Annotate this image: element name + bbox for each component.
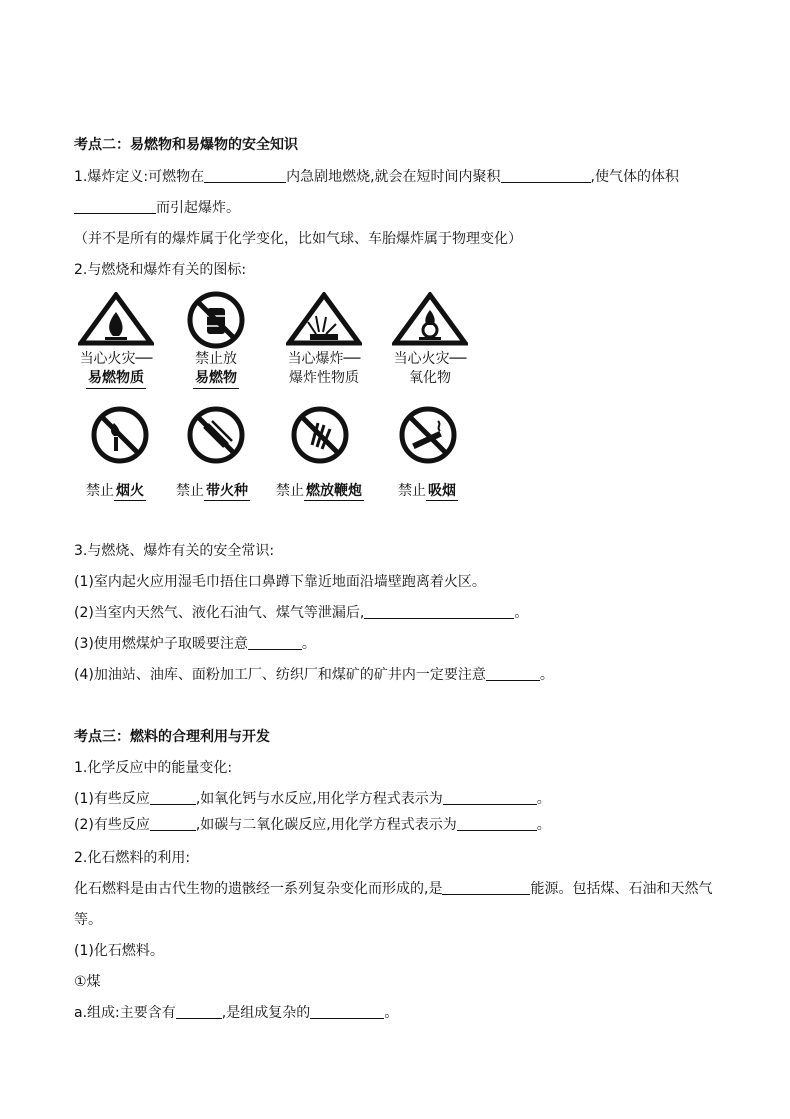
blank[interactable] xyxy=(310,1004,384,1019)
no-flammable-icon xyxy=(186,290,246,350)
sign-caption: 禁止 烟火 xyxy=(86,480,146,501)
blank[interactable] xyxy=(442,880,530,895)
q3-2: (2)当室内天然气、液化石油气、煤气等泄漏后, 。 xyxy=(74,605,529,621)
s3-q1: 1.化学反应中的能量变化: xyxy=(74,760,233,776)
s3-s1: (1)化石燃料。 xyxy=(74,943,164,959)
s3-q1-1: (1)有些反应 ,如氧化钙与水反应,用化学方程式表示为 。 xyxy=(74,791,551,807)
q3-1: (1)室内起火应用湿毛巾捂住口鼻蹲下靠近地面沿墙壁跑离着火区。 xyxy=(74,574,486,590)
blank[interactable] xyxy=(457,816,537,831)
warning-oxidizer-icon xyxy=(392,292,468,346)
blank[interactable] xyxy=(74,199,156,214)
sign-caption: 禁止 燃放鞭炮 xyxy=(276,480,364,501)
q1-line2: 而引起爆炸。 xyxy=(74,199,240,217)
q3-line: 3.与燃烧、爆炸有关的安全常识: xyxy=(74,543,275,559)
q3-4: (4)加油站、油库、面粉加工厂、纺织厂和煤矿的矿井内一定要注意 。 xyxy=(74,667,554,683)
no-fire-icon xyxy=(90,405,150,465)
sign-caption: 当心火灾── 氧化物 xyxy=(393,351,467,386)
blank[interactable] xyxy=(204,168,286,183)
warning-fire-icon xyxy=(78,292,154,346)
sign-caption: 禁止 带火种 xyxy=(176,480,250,501)
sign-caption: 禁止 吸烟 xyxy=(398,480,458,501)
blank[interactable] xyxy=(150,790,196,805)
sign-caption: 禁止放 易燃物 xyxy=(166,350,266,389)
section3-heading: 考点三：燃料的合理利用与开发 xyxy=(74,729,270,745)
blank[interactable] xyxy=(248,635,302,650)
no-smoking-icon xyxy=(398,405,458,465)
s3-s2: ①煤 xyxy=(74,974,101,990)
blank[interactable] xyxy=(150,816,196,831)
section2-heading: 考点二：易燃物和易爆物的安全知识 xyxy=(74,137,298,153)
s3-p1: 化石燃料是由古代生物的遗骸经一系列复杂变化而形成的,是 能源。包括煤、石油和天然气 xyxy=(74,881,713,897)
note: （并不是所有的爆炸属于化学变化，比如气球、车胎爆炸属于物理变化） xyxy=(74,231,522,247)
s3-s3: a.组成:主要含有 ,是组成复杂的 。 xyxy=(74,1005,399,1021)
q1-line: 1.爆炸定义:可燃物在 内急剧地燃烧,就会在短时间内聚积 ,使气体的体积 xyxy=(74,169,679,185)
blank[interactable] xyxy=(486,666,540,681)
blank[interactable] xyxy=(501,168,591,183)
blank[interactable] xyxy=(364,604,514,619)
s3-p1-cont: 等。 xyxy=(74,912,102,928)
q3-3: (3)使用燃煤炉子取暖要注意 。 xyxy=(74,636,316,652)
q2-line: 2.与燃烧和爆炸有关的图标: xyxy=(74,262,247,278)
no-fireworks-icon xyxy=(290,405,350,465)
sign-caption: 当心爆炸── 爆炸性物质 xyxy=(287,351,361,386)
blank[interactable] xyxy=(176,1004,222,1019)
no-matches-icon xyxy=(186,405,246,465)
sign-caption: 当心火灾── 易燃物质 xyxy=(66,350,166,389)
blank[interactable] xyxy=(443,790,537,805)
s3-q2: 2.化石燃料的利用: xyxy=(74,850,191,866)
warning-explosion-icon xyxy=(286,292,362,346)
s3-q1-2: (2)有些反应 ,如碳与二氧化碳反应,用化学方程式表示为 。 xyxy=(74,817,551,833)
